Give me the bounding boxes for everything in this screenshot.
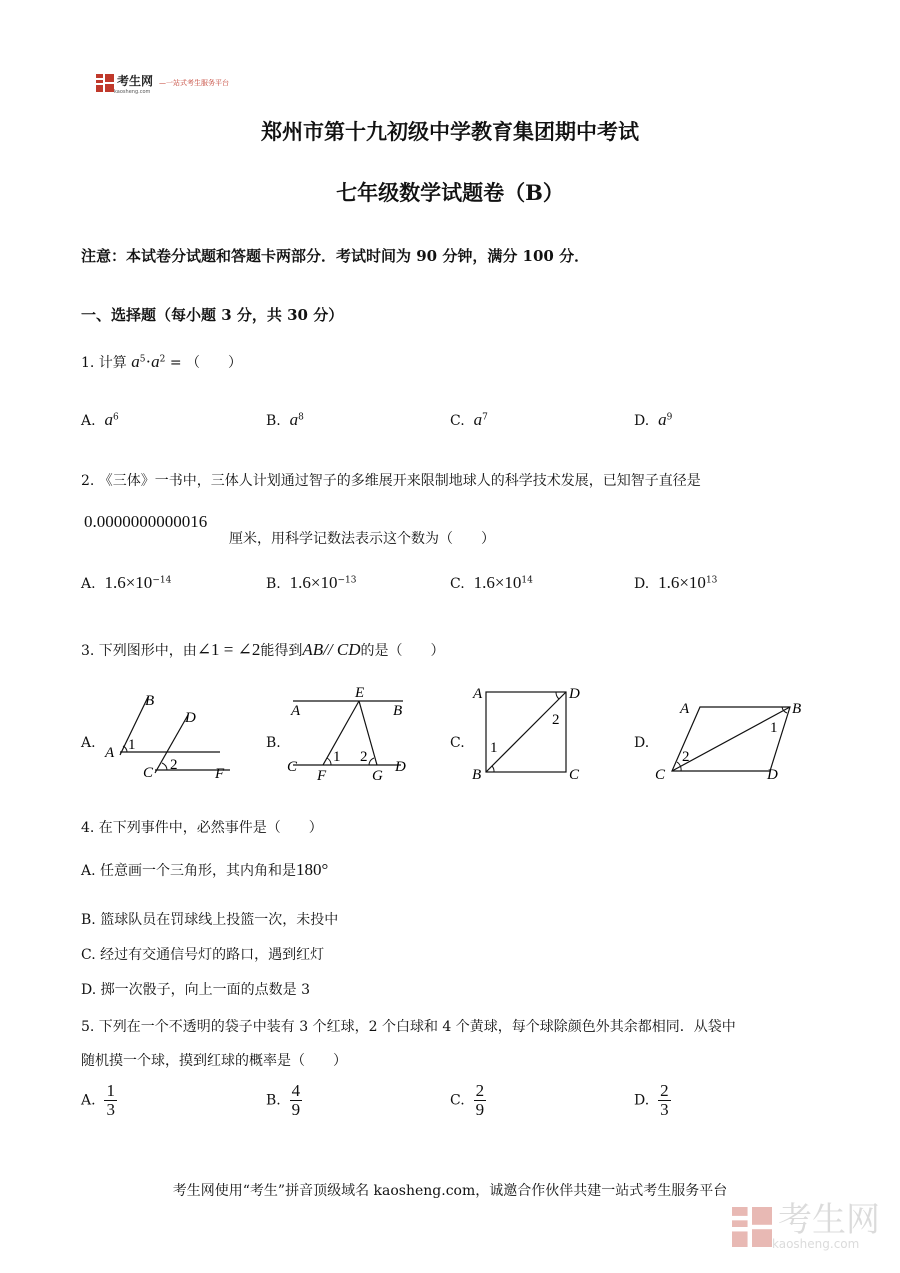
q3-option-a-label: A. (81, 735, 96, 751)
svg-text:B: B (393, 703, 403, 719)
svg-text:2: 2 (552, 712, 560, 728)
svg-text:D: D (767, 767, 778, 783)
question-2-number: 0.0000000000016 (84, 512, 208, 531)
notice: 注意：本试卷分试题和答题卡两部分．考试时间为 90 分钟，满分 100 分． (81, 247, 590, 265)
svg-text:1: 1 (770, 720, 778, 736)
svg-text:B: B (792, 701, 802, 717)
q1-option-a: A. $a^6$ (81, 410, 119, 429)
brand-slogan: —一站式考生服务平台 (159, 78, 230, 87)
svg-text:C: C (143, 765, 154, 781)
q1-option-c: C. $a^7$ (450, 410, 488, 429)
svg-text:2: 2 (170, 757, 178, 773)
question-2-line2: 厘米，用科学记数法表示这个数为（ ） (229, 531, 495, 547)
q5-option-d: D. $\frac{2}{3}$ (634, 1081, 669, 1119)
svg-text:F: F (215, 766, 225, 782)
q4-option-b: B. 篮球队员在罚球线上投篮一次，未投中 (81, 912, 339, 928)
brand-logo-icon (96, 74, 114, 92)
q4-option-c: C. 经过有交通信号灯的路口，遇到红灯 (81, 947, 325, 963)
svg-text:2: 2 (682, 749, 690, 765)
q2-option-c: C. $1.6\times 10^{14}$ (450, 573, 533, 592)
brand-logo (96, 70, 229, 95)
footer-text: 考生网使用“考生”拼音顶级域名 kaosheng.com，诚邀合作伙伴共建一站式考生服务平台 (172, 1183, 728, 1199)
svg-text:C: C (287, 759, 298, 775)
svg-text:E: E (355, 685, 365, 701)
svg-text:1: 1 (490, 740, 498, 756)
svg-text:C: C (655, 767, 666, 783)
svg-text:B: B (145, 693, 155, 709)
q3-option-d-label: D. (634, 735, 650, 751)
exam-title: 郑州市第十九初级中学教育集团期中考试 (261, 119, 639, 144)
watermark-name: 考生网 (778, 1200, 880, 1240)
section-heading: 一、选择题（每小题 3 分，共 30 分） (81, 306, 344, 324)
question-2-line1: 2. 《三体》一书中，三体人计划通过智子的多维展开来限制地球人的科学技术发展，已知智子直径是 (81, 473, 701, 489)
brand-domain: kaosheng.com (114, 89, 151, 95)
svg-text:F: F (317, 768, 327, 783)
q3-figure-a (100, 685, 230, 785)
brand-name: 考生网 (117, 74, 154, 88)
q3-figure-b (283, 683, 413, 783)
question-5-line1: 5. 下列在一个不透明的袋子中装有 3 个红球，2 个白球和 4 个黄球，每个球除颜色外其余都相同．从袋中 (81, 1019, 736, 1035)
q5-option-b: B. $\frac{4}{9}$ (266, 1081, 301, 1119)
q5-option-c: C. $\frac{2}{9}$ (450, 1081, 485, 1119)
q4-option-d: D. 掷一次骰子，向上一面的点数是 3 (81, 982, 310, 998)
question-4: 4. 在下列事件中，必然事件是（ ） (81, 820, 323, 836)
svg-text:D: D (185, 710, 196, 726)
q2-option-d: D. $1.6\times 10^{13}$ (634, 573, 718, 592)
q3-option-b-label: B. (266, 735, 281, 751)
svg-text:1: 1 (333, 749, 341, 765)
q2-option-a: A. $1.6\times 10^{-14}$ (81, 573, 172, 592)
question-1: 1. 计算 $a^5\cdot a^2$ = （ ） (81, 352, 243, 371)
q2-option-b: B. $1.6\times 10^{-13}$ (266, 573, 357, 592)
svg-text:2: 2 (360, 749, 368, 765)
watermark-logo (732, 1200, 880, 1251)
question-3: 3. 下列图形中，由∠1 = ∠2能得到AB// CD的是（ ） (81, 640, 445, 659)
q4-option-a: A. 任意画一个三角形，其内角和是180° (81, 860, 329, 879)
exam-subtitle: 七年级数学试题卷（B） (336, 180, 564, 205)
q1-option-b: B. $a^8$ (266, 410, 304, 429)
svg-text:C: C (569, 767, 580, 782)
watermark-domain: kaosheng.com (772, 1237, 860, 1251)
q1-option-d: D. $a^9$ (634, 410, 673, 429)
question-5-line2: 随机摸一个球，摸到红球的概率是（ ） (81, 1053, 347, 1069)
svg-text:1: 1 (128, 737, 136, 753)
svg-text:A: A (291, 703, 301, 719)
svg-text:B: B (472, 767, 482, 782)
q3-figure-d (650, 693, 815, 788)
q3-figure-c (470, 682, 590, 782)
svg-text:A: A (105, 745, 115, 761)
watermark-icon (732, 1207, 772, 1247)
svg-text:G: G (372, 768, 383, 783)
svg-text:D: D (395, 759, 406, 775)
svg-text:D: D (569, 686, 580, 702)
svg-text:A: A (680, 701, 690, 717)
q5-option-a: A. $\frac{1}{3}$ (81, 1081, 115, 1119)
svg-text:A: A (473, 686, 483, 702)
q3-option-c-label: C. (450, 735, 465, 751)
